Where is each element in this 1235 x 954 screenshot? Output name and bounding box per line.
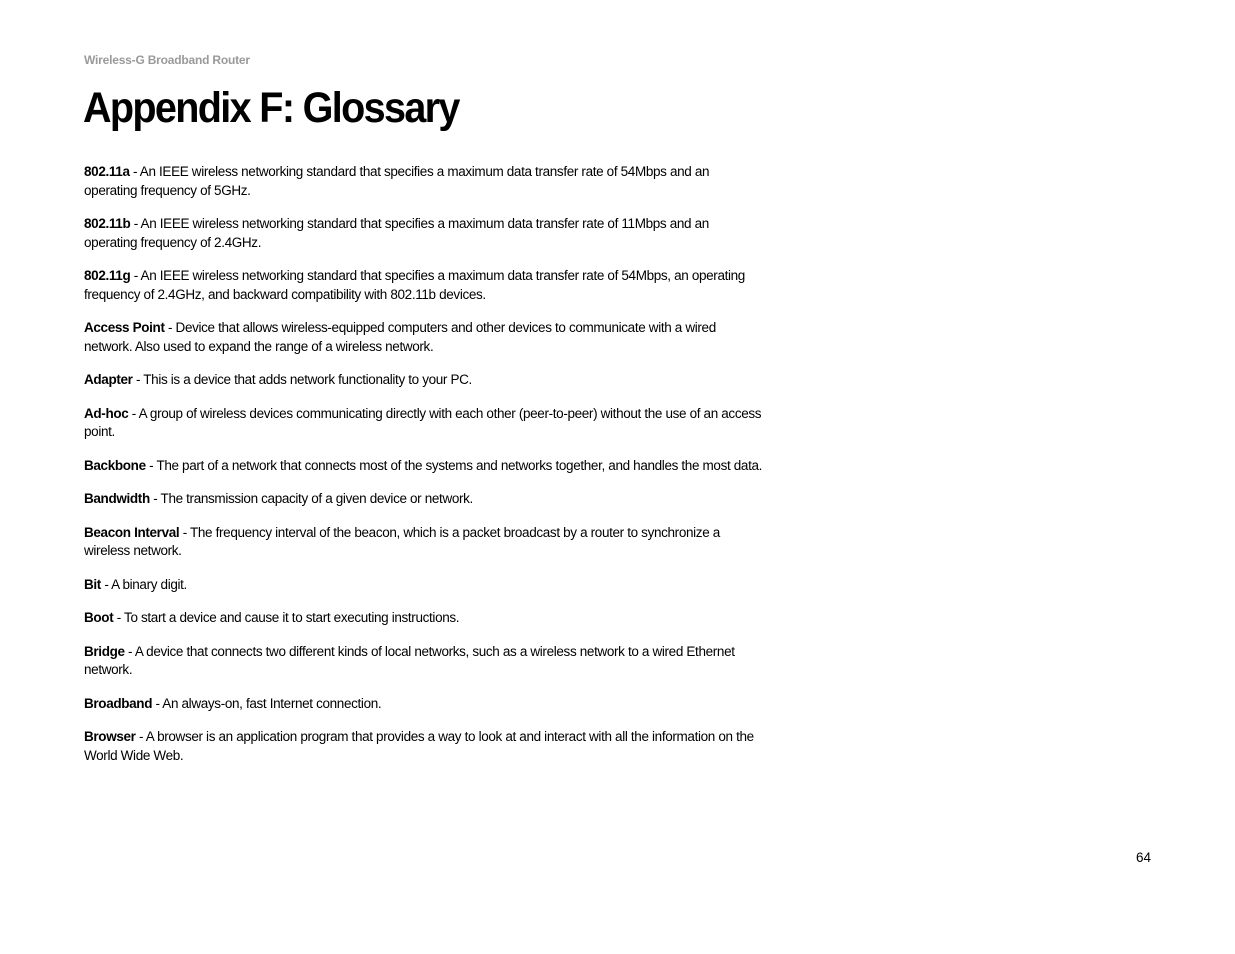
glossary-term: Access Point: [84, 320, 165, 335]
glossary-term: Ad-hoc: [84, 405, 129, 421]
glossary-definition: - A binary digit.: [100, 576, 187, 592]
glossary-definition: - An IEEE wireless networking standard that specifies a maximum data transfer rate of 11Mbps and an operating frequency of 2.4GHz.: [84, 216, 709, 250]
glossary-definition: - The transmission capacity of a given device or network.: [149, 491, 473, 506]
glossary-entry-bridge: [84, 643, 764, 680]
glossary-term: 802.11g: [84, 268, 131, 283]
glossary-term: Adapter: [84, 372, 133, 387]
page-number: 64: [1136, 850, 1152, 865]
running-head: Wireless-G Broadband Router: [84, 53, 250, 67]
glossary-definition: - A device that connects two different kinds of local networks, such as a wireless network to a wired Ethernet network.: [84, 643, 735, 677]
glossary-definition: - This is a device that adds network functionality to your PC.: [132, 372, 472, 387]
glossary-definition: - An IEEE wireless networking standard that specifies a maximum data transfer rate of 54Mbps, an operating frequency of 2.4GHz, and backward compatibility with 802.11b devices.: [84, 268, 745, 302]
glossary-term: Bridge: [84, 643, 125, 659]
glossary-definition: - Device that allows wireless-equipped computers and other devices to communicate with a wired network. Also used to expand the range of a wireless network.: [84, 320, 716, 354]
glossary-entry-802-11b: [84, 215, 764, 252]
glossary-definition: - A browser is an application program that provides a way to look at and interact with all the information on the World Wide Web.: [84, 729, 754, 763]
glossary-term: Boot: [84, 610, 114, 625]
glossary-definition: - The part of a network that connects most of the systems and networks together, and handles the most data.: [145, 457, 763, 473]
glossary-definition: - An always-on, fast Internet connection.: [152, 695, 382, 711]
glossary-term: 802.11b: [84, 216, 131, 231]
glossary-entry-ad-hoc: [84, 405, 764, 442]
glossary-definition: - A group of wireless devices communicating directly with each other (peer-to-peer) without the use of an access point.: [84, 405, 762, 439]
glossary-term: Broadband: [84, 695, 153, 711]
glossary-entry-beacon-interval: [84, 524, 764, 561]
glossary-term: Bit: [84, 576, 101, 592]
glossary-term: Beacon Interval: [84, 524, 180, 540]
glossary-definition: - To start a device and cause it to start executing instructions.: [113, 610, 460, 625]
glossary-entry-bit: [84, 576, 764, 595]
glossary-definition: - The frequency interval of the beacon, which is a packet broadcast by a router to synchronize a wireless network.: [84, 524, 720, 558]
glossary-entry-adapter: [84, 371, 764, 390]
glossary-term: Backbone: [84, 457, 146, 473]
glossary-definition: - An IEEE wireless networking standard that specifies a maximum data transfer rate of 54Mbps and an operating frequency of 5GHz.: [84, 164, 710, 198]
glossary-term: 802.11a: [84, 164, 130, 179]
glossary-list: [84, 163, 764, 780]
glossary-entry-802-11g: [84, 267, 764, 304]
glossary-term: Bandwidth: [84, 491, 150, 506]
glossary-entry-boot: [84, 609, 764, 628]
glossary-entry-802-11a: [84, 163, 764, 200]
glossary-entry-access-point: [84, 319, 764, 356]
glossary-entry-backbone: [84, 457, 764, 476]
glossary-term: Browser: [84, 729, 136, 744]
page-title: Appendix F: Glossary: [83, 84, 459, 132]
glossary-entry-bandwidth: [84, 490, 764, 509]
glossary-entry-broadband: [84, 695, 764, 714]
glossary-entry-browser: [84, 728, 764, 765]
